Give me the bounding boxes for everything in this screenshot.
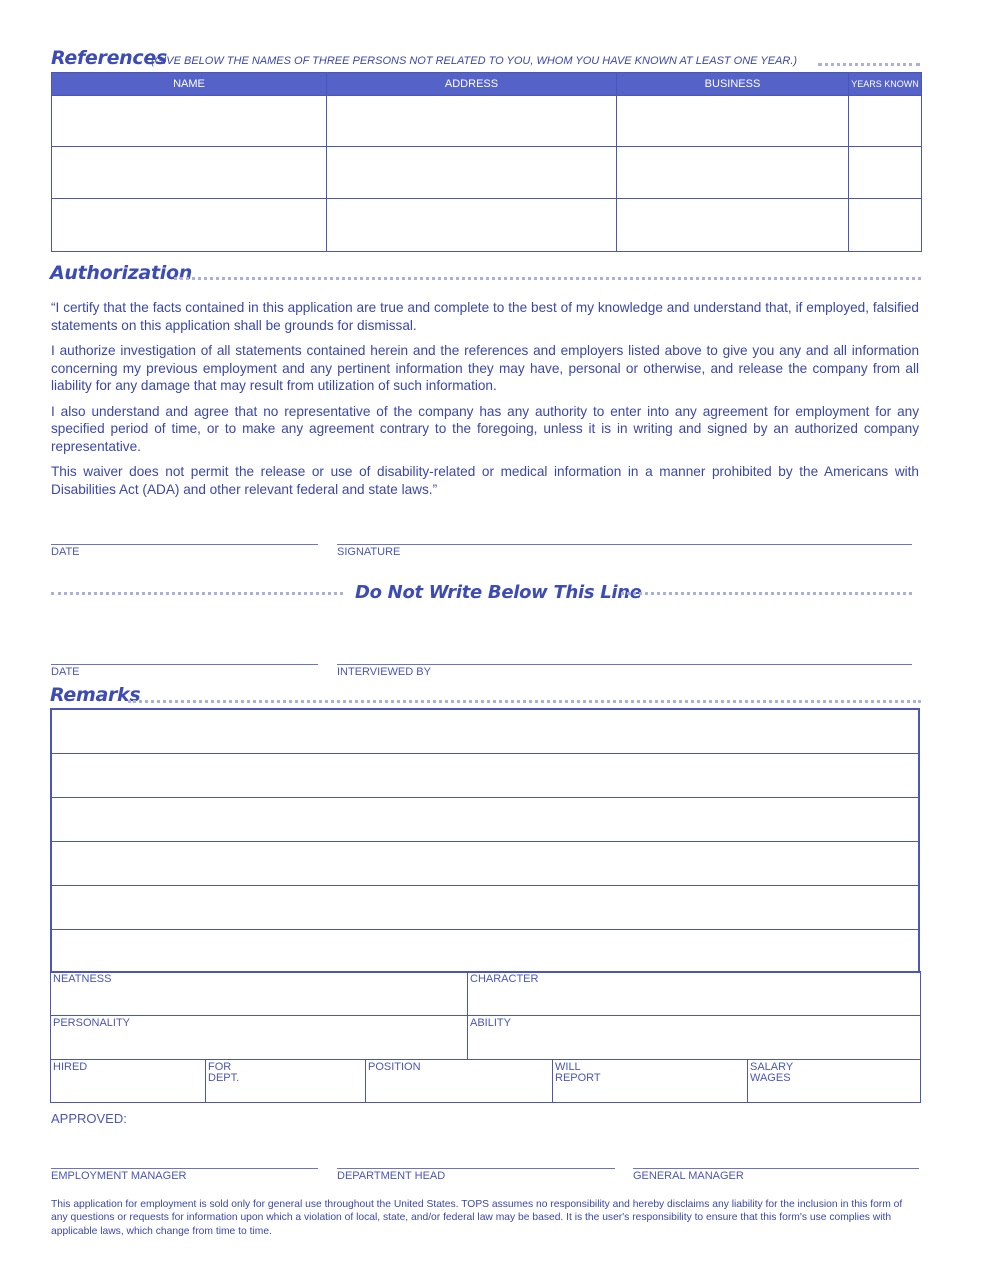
references-header-row	[52, 73, 922, 96]
ability-cell[interactable]	[468, 1016, 921, 1060]
general-manager-label: GENERAL MANAGER	[633, 1170, 744, 1182]
signature-line[interactable]	[337, 544, 912, 545]
office-rule-right	[621, 592, 912, 595]
reference-address-cell[interactable]	[327, 199, 617, 252]
character-cell[interactable]	[468, 972, 921, 1016]
signature-label: SIGNATURE	[337, 546, 401, 558]
date-label: DATE	[51, 546, 80, 558]
reference-business-cell[interactable]	[617, 96, 849, 147]
salary-wages-label: SALARY WAGES	[750, 1061, 794, 1084]
remarks-line[interactable]	[51, 797, 919, 841]
column-header-business: BUSINESS	[617, 73, 849, 96]
reference-row	[52, 96, 922, 147]
position-cell[interactable]	[366, 1060, 553, 1103]
employment-manager-label: EMPLOYMENT MANAGER	[51, 1170, 187, 1182]
office-date-line[interactable]	[51, 664, 318, 665]
employment-manager-line[interactable]	[51, 1168, 318, 1169]
will-report-cell[interactable]	[553, 1060, 748, 1103]
date-line[interactable]	[51, 544, 318, 545]
department-head-label: DEPARTMENT HEAD	[337, 1170, 446, 1182]
reference-name-cell[interactable]	[52, 96, 327, 147]
position-label: POSITION	[368, 1061, 421, 1073]
for-dept-cell[interactable]	[206, 1060, 366, 1103]
references-note: (GIVE BELOW THE NAMES OF THREE PERSONS NOT RELATED TO YOU, WHOM YOU HAVE KNOWN AT LEAST ONE YEAR.)	[151, 55, 798, 67]
reference-name-cell[interactable]	[52, 199, 327, 252]
hired-label: HIRED	[53, 1061, 88, 1073]
ability-label: ABILITY	[470, 1017, 511, 1029]
reference-address-cell[interactable]	[327, 96, 617, 147]
interviewed-by-label: INTERVIEWED BY	[337, 666, 431, 678]
remarks-line[interactable]	[51, 841, 919, 885]
column-header-years-known: YEARS KNOWN	[849, 73, 922, 96]
character-label: CHARACTER	[470, 973, 539, 985]
personality-cell[interactable]	[51, 1016, 468, 1060]
references-rule	[818, 63, 920, 66]
reference-name-cell[interactable]	[52, 147, 327, 199]
references-title: References	[51, 47, 167, 69]
reference-business-cell[interactable]	[617, 199, 849, 252]
office-rule-left	[51, 592, 343, 595]
reference-years-cell[interactable]	[849, 96, 922, 147]
references-table	[51, 72, 922, 252]
neatness-cell[interactable]	[51, 972, 468, 1016]
authorization-paragraph: I also understand and agree that no representative of the company has any authority to enter into any agreement for employment for any specified period of time, or to make any agreement contrary to the foregoing, unless it is in writing and signed by an authorized company representative.	[51, 403, 919, 454]
authorization-paragraph: This waiver does not permit the release or use of disability-related or medical information in a manner prohibited by the Americans with Disabilities Act (ADA) and other relevant federal and state laws.”	[51, 464, 919, 497]
salary-wages-cell[interactable]	[748, 1060, 921, 1103]
approved-label: APPROVED:	[51, 1111, 127, 1126]
hired-cell[interactable]	[51, 1060, 206, 1103]
authorization-title: Authorization	[50, 262, 192, 284]
hire-table	[50, 1059, 921, 1103]
office-date-label: DATE	[51, 666, 80, 678]
remarks-title: Remarks	[50, 684, 141, 706]
reference-address-cell[interactable]	[327, 147, 617, 199]
reference-years-cell[interactable]	[849, 199, 922, 252]
column-header-address: ADDRESS	[327, 73, 617, 96]
reference-years-cell[interactable]	[849, 147, 922, 199]
remarks-line[interactable]	[51, 709, 919, 753]
for-dept-label: FOR DEPT.	[208, 1061, 240, 1084]
personality-label: PERSONALITY	[53, 1017, 131, 1029]
will-report-label: WILL REPORT	[555, 1061, 601, 1084]
column-header-name: NAME	[52, 73, 327, 96]
remarks-line[interactable]	[51, 929, 919, 972]
reference-row	[52, 147, 922, 199]
general-manager-line[interactable]	[633, 1168, 919, 1169]
ratings-table	[50, 971, 921, 1060]
authorization-rule	[174, 277, 921, 280]
legal-footer: This application for employment is sold only for general use throughout the United States. TOPS assumes no responsibility and hereby disclaims any liability for the inclusion in this form of any questions or requests for information upon which a violation of local, state, and/or federal law may be based. It is the user's responsibility to ensure that this form's use complies with applicable laws, which change from time to time.	[51, 1199, 903, 1237]
department-head-line[interactable]	[337, 1168, 615, 1169]
reference-row	[52, 199, 922, 252]
interviewed-by-line[interactable]	[337, 664, 912, 665]
neatness-label: NEATNESS	[53, 973, 112, 985]
remarks-line[interactable]	[51, 753, 919, 797]
remarks-line[interactable]	[51, 885, 919, 929]
authorization-paragraph: “I certify that the facts contained in this application are true and complete to the best of my knowledge and understand that, if employed, falsified statements on this application shall be grounds for dismissal.	[51, 300, 919, 333]
remarks-rule	[128, 700, 921, 703]
do-not-write-banner: Do Not Write Below This Line	[355, 582, 642, 603]
authorization-text	[51, 299, 919, 506]
remarks-lines	[50, 708, 920, 973]
authorization-paragraph: I authorize investigation of all statements contained herein and the references and employers listed above to give you any and all information concerning my previous employment and any pertinent information they may have, personal or otherwise, and release the company from all liability for any damage that may result from utilization of such information.	[51, 343, 919, 393]
reference-business-cell[interactable]	[617, 147, 849, 199]
